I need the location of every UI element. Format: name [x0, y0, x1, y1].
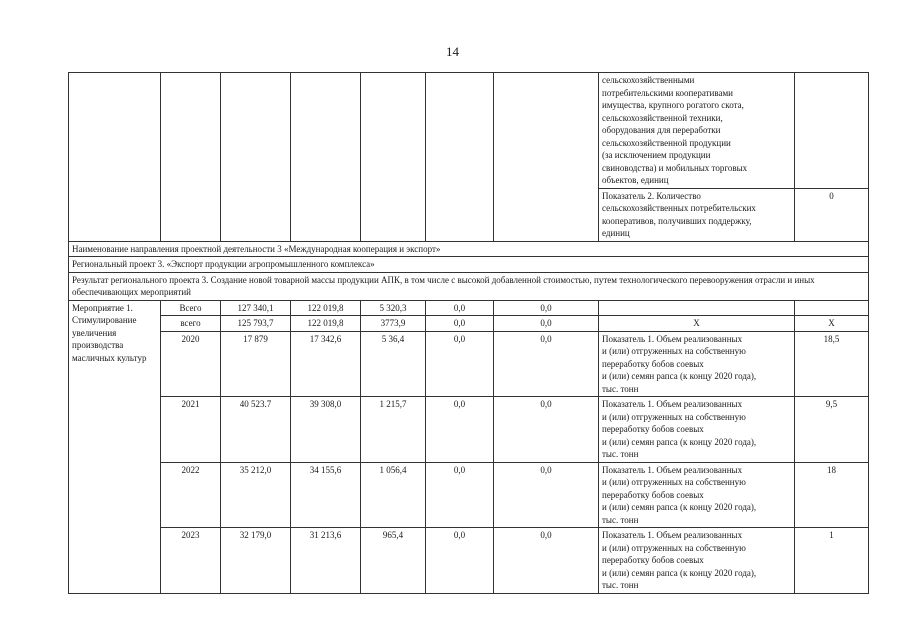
table-row: [69, 528, 869, 594]
table-row: [69, 316, 869, 332]
period-cell: 2022: [161, 462, 221, 528]
total-cell: 127 340,1: [221, 300, 291, 316]
federal-cell: 122 019,8: [291, 316, 361, 332]
indicator-cell: Показатель 1. Объем реализованных и (или) отгруженных на собственную переработку бобов соевых и (или) семян рапса (к концу 2020 года), тыс. тонн: [599, 397, 795, 463]
indicator-cell: [599, 300, 795, 316]
table-cell: [161, 73, 221, 242]
other-cell: 0,0: [494, 528, 599, 594]
federal-cell: 34 155,6: [291, 462, 361, 528]
program-table: [68, 72, 869, 594]
indicator-cell: Показатель 1. Объем реализованных и (или) отгруженных на собственную переработку бобов соевых и (или) семян рапса (к концу 2020 года), тыс. тонн: [599, 331, 795, 397]
value-cell: 18,5: [795, 331, 869, 397]
regional-cell: 3773,9: [361, 316, 426, 332]
period-cell: 2021: [161, 397, 221, 463]
other-cell: 0,0: [494, 397, 599, 463]
total-cell: 32 179,0: [221, 528, 291, 594]
table-row: [69, 462, 869, 528]
measure-name: Мероприятие 1. Стимулирование увеличения производства масличных культур: [69, 300, 161, 593]
other-cell: 0,0: [494, 316, 599, 332]
period-cell: 2023: [161, 528, 221, 594]
indicator-cell: Показатель 2. Количество сельскохозяйственных потребительских кооперативов, получивших поддержку, единиц: [599, 188, 795, 241]
table-cell: [69, 73, 161, 242]
indicator-cell: Показатель 1. Объем реализованных и (или) отгруженных на собственную переработку бобов соевых и (или) семян рапса (к концу 2020 года), тыс. тонн: [599, 528, 795, 594]
period-cell: Всего: [161, 300, 221, 316]
table-cell: [221, 73, 291, 242]
regional-cell: 1 056,4: [361, 462, 426, 528]
municipal-cell: 0,0: [426, 300, 494, 316]
table-cell: [494, 73, 599, 242]
section-direction: Наименование направления проектной деятельности 3 «Международная кооперация и экспорт»: [69, 241, 869, 257]
value-cell: 18: [795, 462, 869, 528]
municipal-cell: 0,0: [426, 331, 494, 397]
table-row: [69, 300, 869, 316]
section-row: [69, 241, 869, 257]
total-cell: 125 793,7: [221, 316, 291, 332]
value-cell: [795, 73, 869, 189]
value-cell: [795, 300, 869, 316]
table-row: [69, 397, 869, 463]
section-result: Результат регионального проекта 3. Создание новой товарной массы продукции АПК, в том числе с высокой добавленной стоимостью, путем технологического перевооружения отрасли и иных обеспечивающих мероприятий: [69, 272, 869, 300]
page-number: 14: [446, 44, 459, 59]
table-cell: [426, 73, 494, 242]
federal-cell: 122 019,8: [291, 300, 361, 316]
municipal-cell: 0,0: [426, 316, 494, 332]
table-row: [69, 73, 869, 189]
total-cell: 35 212,0: [221, 462, 291, 528]
period-cell: всего: [161, 316, 221, 332]
regional-cell: 5 320,3: [361, 300, 426, 316]
federal-cell: 17 342,6: [291, 331, 361, 397]
period-cell: 2020: [161, 331, 221, 397]
federal-cell: 39 308,0: [291, 397, 361, 463]
section-project: Региональный проект 3. «Экспорт продукции агропромышленного комплекса»: [69, 257, 869, 273]
regional-cell: 1 215,7: [361, 397, 426, 463]
total-cell: 17 879: [221, 331, 291, 397]
indicator-cell: сельскохозяйственными потребительскими кооперативами имущества, крупного рогатого скота, сельскохозяйственной техники, оборудования для переработки сельскохозяйственной продукции (за исключением продукции свиноводства) и мобильных торговых объектов, единиц: [599, 73, 795, 189]
value-cell: 0: [795, 188, 869, 241]
federal-cell: 31 213,6: [291, 528, 361, 594]
indicator-cell: Показатель 1. Объем реализованных и (или) отгруженных на собственную переработку бобов соевых и (или) семян рапса (к концу 2020 года), тыс. тонн: [599, 462, 795, 528]
regional-cell: 5 36,4: [361, 331, 426, 397]
other-cell: 0,0: [494, 462, 599, 528]
other-cell: 0,0: [494, 300, 599, 316]
value-cell: 1: [795, 528, 869, 594]
municipal-cell: 0,0: [426, 462, 494, 528]
municipal-cell: 0,0: [426, 397, 494, 463]
table-cell: [361, 73, 426, 242]
indicator-cell: Х: [599, 316, 795, 332]
section-row: [69, 272, 869, 300]
value-cell: 9,5: [795, 397, 869, 463]
value-cell: Х: [795, 316, 869, 332]
section-row: [69, 257, 869, 273]
other-cell: 0,0: [494, 331, 599, 397]
total-cell: 40 523.7: [221, 397, 291, 463]
table-row: [69, 331, 869, 397]
regional-cell: 965,4: [361, 528, 426, 594]
table-cell: [291, 73, 361, 242]
municipal-cell: 0,0: [426, 528, 494, 594]
